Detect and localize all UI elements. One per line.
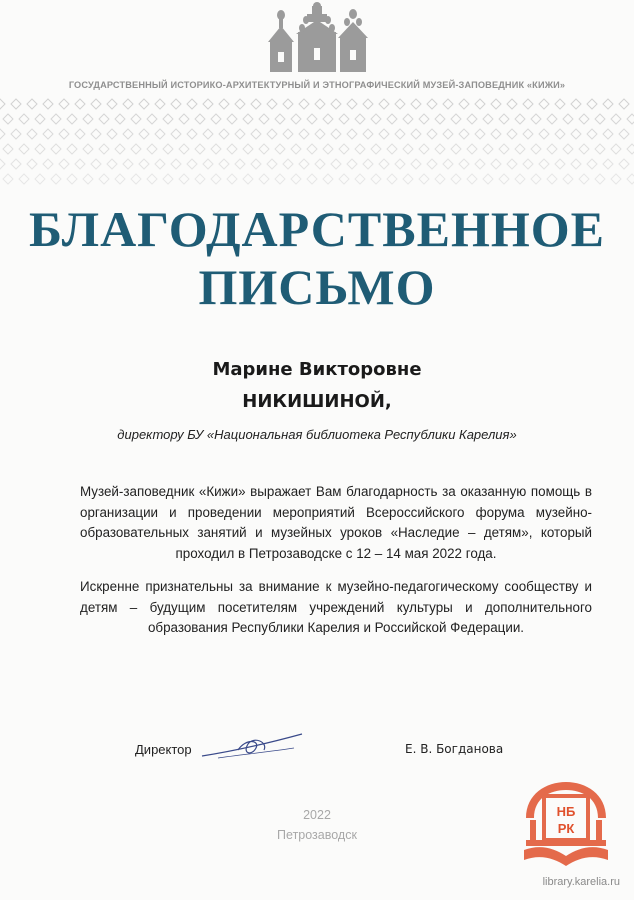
ornament-diamond <box>243 174 253 184</box>
ornament-diamond <box>203 129 213 139</box>
ornament-diamond <box>411 99 421 109</box>
ornament-diamond <box>83 114 93 124</box>
ornament-diamond <box>451 144 461 154</box>
ornament-diamond <box>331 159 341 169</box>
ornament-diamond <box>59 129 69 139</box>
ornament-diamond <box>91 159 101 169</box>
ornament-diamond <box>27 159 37 169</box>
ornament-diamond <box>539 129 549 139</box>
ornament-diamond <box>355 174 365 184</box>
ornament-diamond <box>531 144 541 154</box>
ornament-diamond <box>243 144 253 154</box>
ornament-diamond <box>387 114 397 124</box>
ornament-diamond <box>539 99 549 109</box>
ornament-diamond <box>67 174 77 184</box>
ornament-diamond <box>291 114 301 124</box>
ornament-diamond <box>347 159 357 169</box>
ornament-diamond <box>19 114 29 124</box>
ornament-diamond <box>99 114 109 124</box>
ornament-diamond <box>219 129 229 139</box>
ornament-diamond <box>619 99 629 109</box>
ornament-diamond <box>267 99 277 109</box>
ornament-diamond <box>507 129 517 139</box>
ornament-diamond <box>0 99 5 109</box>
ornament-diamond <box>283 159 293 169</box>
letter-title-line1: БЛАГОДАРСТВЕННОЕ <box>29 201 605 257</box>
ornament-diamond <box>523 159 533 169</box>
ornament-diamond <box>491 99 501 109</box>
ornament-diamond <box>267 159 277 169</box>
ornament-diamond <box>587 129 597 139</box>
ornament-diamond <box>579 144 589 154</box>
ornament-diamond <box>267 129 277 139</box>
ornament-diamond <box>419 144 429 154</box>
ornament-diamond <box>435 114 445 124</box>
ornament-diamond <box>35 114 45 124</box>
ornament-diamond <box>3 114 13 124</box>
ornament-diamond <box>147 144 157 154</box>
ornament-diamond <box>91 99 101 109</box>
ornament-diamond <box>539 159 549 169</box>
ornament-diamond <box>219 159 229 169</box>
ornament-diamond <box>139 129 149 139</box>
ornament-diamond <box>275 144 285 154</box>
ornament-diamond <box>595 144 605 154</box>
ornament-diamond <box>163 144 173 154</box>
ornament-diamond <box>323 114 333 124</box>
ornament-diamond <box>283 129 293 139</box>
site-watermark: library.karelia.ru <box>542 876 620 888</box>
ornament-diamond <box>243 114 253 124</box>
ornament-diamond <box>51 174 61 184</box>
ornament-diamond <box>11 99 21 109</box>
ornament-diamond <box>619 159 629 169</box>
ornament-diamond <box>155 159 165 169</box>
ornament-diamond <box>315 129 325 139</box>
ornament-diamond <box>35 174 45 184</box>
ornament-diamond <box>67 114 77 124</box>
ornament-diamond <box>251 159 261 169</box>
ornament-diamond <box>299 129 309 139</box>
ornament-diamond <box>427 159 437 169</box>
ornament-diamond <box>363 129 373 139</box>
ornament-diamond <box>259 114 269 124</box>
ornament-diamond <box>547 144 557 154</box>
letter-city: Петрозаводск <box>277 828 357 842</box>
ornament-diamond <box>571 129 581 139</box>
ornament-diamond <box>179 174 189 184</box>
ornament-diamond <box>363 99 373 109</box>
ornament-diamond <box>211 174 221 184</box>
ornament-diamond <box>171 99 181 109</box>
ornament-diamond <box>235 99 245 109</box>
ornament-diamond <box>75 99 85 109</box>
ornament-diamond <box>195 144 205 154</box>
ornament-diamond <box>587 99 597 109</box>
ornament-diamond <box>339 114 349 124</box>
ornament-diamond <box>139 99 149 109</box>
ornament-diamond <box>363 159 373 169</box>
ornament-diamond <box>179 114 189 124</box>
ornament-diamond <box>115 114 125 124</box>
ornament-diamond <box>451 174 461 184</box>
ornament-diamond <box>555 99 565 109</box>
ornament-diamond <box>315 159 325 169</box>
ornament-diamond <box>387 144 397 154</box>
ornament-diamond <box>459 99 469 109</box>
ornament-diamond <box>483 144 493 154</box>
ornament-diamond <box>491 159 501 169</box>
ornament-diamond <box>379 129 389 139</box>
ornament-diamond <box>315 99 325 109</box>
ornament-diamond <box>595 174 605 184</box>
ornament-diamond <box>147 114 157 124</box>
ornament-diamond <box>403 144 413 154</box>
body-paragraph-1: Музей-заповедник «Кижи» выражает Вам благодарность за оказанную помощь в организации и проведении мероприятий Всероссийского форума музейно-образовательных занятий и музейных уроков «Наследие – детям», который проходил в Петрозаводске с 12 – 14 мая 2022 года. <box>80 484 592 561</box>
ornament-diamond <box>67 144 77 154</box>
ornament-diamond <box>467 144 477 154</box>
ornament-diamond <box>571 159 581 169</box>
ornament-diamond <box>139 159 149 169</box>
ornament-diamond <box>235 129 245 139</box>
ornament-diamond <box>427 99 437 109</box>
ornament-pattern <box>0 96 634 192</box>
recipient-name: Марине Викторовне <box>212 359 422 380</box>
ornament-diamond <box>475 129 485 139</box>
ornament-diamond <box>19 174 29 184</box>
recipient-position: директору БУ «Национальная библиотека Республики Карелия» <box>117 427 517 442</box>
ornament-diamond <box>459 129 469 139</box>
ornament-diamond <box>515 174 525 184</box>
ornament-diamond <box>83 174 93 184</box>
ornament-diamond <box>131 114 141 124</box>
body-paragraph-2: Искренне признательны за внимание к музейно-педагогическому сообществу и детям – будущим посетителям учреждений культуры и дополнительного образования Республики Карелия и Российской Федерации. <box>80 579 592 635</box>
signatory-name: Е. В. Богданова <box>405 742 504 756</box>
ornament-diamond <box>355 114 365 124</box>
ornament-diamond <box>179 144 189 154</box>
ornament-diamond <box>403 174 413 184</box>
ornament-diamond <box>371 114 381 124</box>
ornament-diamond <box>59 159 69 169</box>
ornament-diamond <box>611 174 621 184</box>
ornament-diamond <box>411 159 421 169</box>
ornament-diamond <box>579 114 589 124</box>
ornament-diamond <box>603 99 613 109</box>
ornament-diamond <box>419 174 429 184</box>
ornament-diamond <box>11 129 21 139</box>
ornament-diamond <box>3 174 13 184</box>
ornament-diamond <box>443 129 453 139</box>
handwritten-signature <box>198 728 308 764</box>
ornament-diamond <box>491 129 501 139</box>
ornament-diamond <box>107 159 117 169</box>
ornament-diamond <box>227 114 237 124</box>
ornament-diamond <box>75 159 85 169</box>
ornament-diamond <box>107 99 117 109</box>
ornament-diamond <box>379 99 389 109</box>
ornament-diamond <box>571 99 581 109</box>
ornament-diamond <box>555 159 565 169</box>
ornament-diamond <box>499 174 509 184</box>
ornament-diamond <box>91 129 101 139</box>
ornament-diamond <box>331 99 341 109</box>
ornament-diamond <box>483 114 493 124</box>
ornament-diamond <box>43 129 53 139</box>
museum-name: ГОСУДАРСТВЕННЫЙ ИСТОРИКО-АРХИТЕКТУРНЫЙ И ЭТНОГРАФИЧЕСКИЙ МУЗЕЙ-ЗАПОВЕДНИК «КИЖИ» <box>68 80 566 90</box>
ornament-diamond <box>579 174 589 184</box>
ornament-diamond <box>371 174 381 184</box>
ornament-diamond <box>627 144 634 154</box>
ornament-diamond <box>51 144 61 154</box>
ornament-diamond <box>0 129 5 139</box>
ornament-diamond <box>587 159 597 169</box>
ornament-diamond <box>227 174 237 184</box>
ornament-diamond <box>475 159 485 169</box>
ornament-diamond <box>51 114 61 124</box>
ornament-diamond <box>435 144 445 154</box>
ornament-diamond <box>499 144 509 154</box>
ornament-diamond <box>131 144 141 154</box>
ornament-diamond <box>115 144 125 154</box>
ornament-diamond <box>395 129 405 139</box>
ornament-diamond <box>155 129 165 139</box>
ornament-diamond <box>467 114 477 124</box>
ornament-diamond <box>443 159 453 169</box>
ornament-diamond <box>435 174 445 184</box>
ornament-diamond <box>563 144 573 154</box>
ornament-diamond <box>331 129 341 139</box>
ornament-diamond <box>43 99 53 109</box>
ornament-diamond <box>459 159 469 169</box>
stamp-letters-bottom: РК <box>557 821 575 836</box>
ornament-diamond <box>555 129 565 139</box>
ornament-diamond <box>515 144 525 154</box>
recipient-surname: НИКИШИНОЙ, <box>242 391 392 412</box>
ornament-diamond <box>483 174 493 184</box>
ornament-diamond <box>123 159 133 169</box>
ornament-diamond <box>251 99 261 109</box>
ornament-diamond <box>523 99 533 109</box>
ornament-diamond <box>115 174 125 184</box>
ornament-diamond <box>611 114 621 124</box>
ornament-diamond <box>403 114 413 124</box>
ornament-diamond <box>611 144 621 154</box>
ornament-diamond <box>27 129 37 139</box>
ornament-diamond <box>323 144 333 154</box>
ornament-diamond <box>627 114 634 124</box>
ornament-diamond <box>35 144 45 154</box>
ornament-diamond <box>299 99 309 109</box>
ornament-diamond <box>395 159 405 169</box>
ornament-diamond <box>11 159 21 169</box>
ornament-diamond <box>451 114 461 124</box>
ornament-diamond <box>203 99 213 109</box>
ornament-diamond <box>595 114 605 124</box>
letter-year: 2022 <box>303 808 331 822</box>
ornament-diamond <box>163 114 173 124</box>
ornament-diamond <box>227 144 237 154</box>
ornament-diamond <box>211 114 221 124</box>
ornament-diamond <box>339 174 349 184</box>
ornament-diamond <box>291 174 301 184</box>
ornament-diamond <box>443 99 453 109</box>
kizhi-church-icon <box>262 2 372 74</box>
ornament-diamond <box>75 129 85 139</box>
ornament-diamond <box>467 174 477 184</box>
ornament-diamond <box>563 114 573 124</box>
ornament-diamond <box>0 159 5 169</box>
ornament-diamond <box>123 129 133 139</box>
ornament-diamond <box>59 99 69 109</box>
ornament-diamond <box>323 174 333 184</box>
ornament-diamond <box>347 99 357 109</box>
ornament-diamond <box>603 159 613 169</box>
ornament-diamond <box>411 129 421 139</box>
ornament-diamond <box>275 114 285 124</box>
ornament-diamond <box>83 144 93 154</box>
ornament-diamond <box>235 159 245 169</box>
ornament-diamond <box>131 174 141 184</box>
ornament-diamond <box>387 174 397 184</box>
ornament-diamond <box>219 99 229 109</box>
ornament-diamond <box>19 144 29 154</box>
ornament-diamond <box>339 144 349 154</box>
ornament-diamond <box>187 99 197 109</box>
ornament-diamond <box>99 174 109 184</box>
ornament-diamond <box>99 144 109 154</box>
ornament-diamond <box>259 174 269 184</box>
ornament-diamond <box>155 99 165 109</box>
ornament-diamond <box>347 129 357 139</box>
ornament-diamond <box>371 144 381 154</box>
ornament-diamond <box>203 159 213 169</box>
ornament-diamond <box>379 159 389 169</box>
ornament-diamond <box>107 129 117 139</box>
ornament-diamond <box>251 129 261 139</box>
ornament-diamond <box>395 99 405 109</box>
ornament-diamond <box>307 144 317 154</box>
ornament-diamond <box>275 174 285 184</box>
ornament-diamond <box>283 99 293 109</box>
ornament-diamond <box>603 129 613 139</box>
ornament-diamond <box>211 144 221 154</box>
ornament-diamond <box>419 114 429 124</box>
ornament-diamond <box>619 129 629 139</box>
library-logo-icon <box>520 778 612 872</box>
ornament-diamond <box>123 99 133 109</box>
ornament-diamond <box>187 129 197 139</box>
ornament-diamond <box>171 159 181 169</box>
ornament-diamond <box>627 174 634 184</box>
ornament-diamond <box>195 174 205 184</box>
ornament-diamond <box>507 99 517 109</box>
ornament-diamond <box>291 144 301 154</box>
ornament-diamond <box>531 114 541 124</box>
ornament-diamond <box>27 99 37 109</box>
ornament-diamond <box>507 159 517 169</box>
ornament-diamond <box>523 129 533 139</box>
ornament-diamond <box>515 114 525 124</box>
ornament-diamond <box>163 174 173 184</box>
ornament-diamond <box>475 99 485 109</box>
ornament-diamond <box>195 114 205 124</box>
ornament-diamond <box>563 174 573 184</box>
ornament-diamond <box>499 114 509 124</box>
ornament-diamond <box>299 159 309 169</box>
ornament-diamond <box>147 174 157 184</box>
stamp-letters-top: НБ <box>556 804 576 819</box>
ornament-diamond <box>307 174 317 184</box>
ornament-diamond <box>355 144 365 154</box>
ornament-diamond <box>3 144 13 154</box>
ornament-diamond <box>187 159 197 169</box>
ornament-diamond <box>171 129 181 139</box>
signatory-role: Директор <box>135 742 192 757</box>
ornament-diamond <box>43 159 53 169</box>
ornament-diamond <box>547 114 557 124</box>
ornament-diamond <box>531 174 541 184</box>
ornament-diamond <box>307 114 317 124</box>
letter-title-line2: ПИСЬМО <box>198 259 436 315</box>
ornament-diamond <box>427 129 437 139</box>
ornament-diamond <box>259 144 269 154</box>
ornament-diamond <box>547 174 557 184</box>
